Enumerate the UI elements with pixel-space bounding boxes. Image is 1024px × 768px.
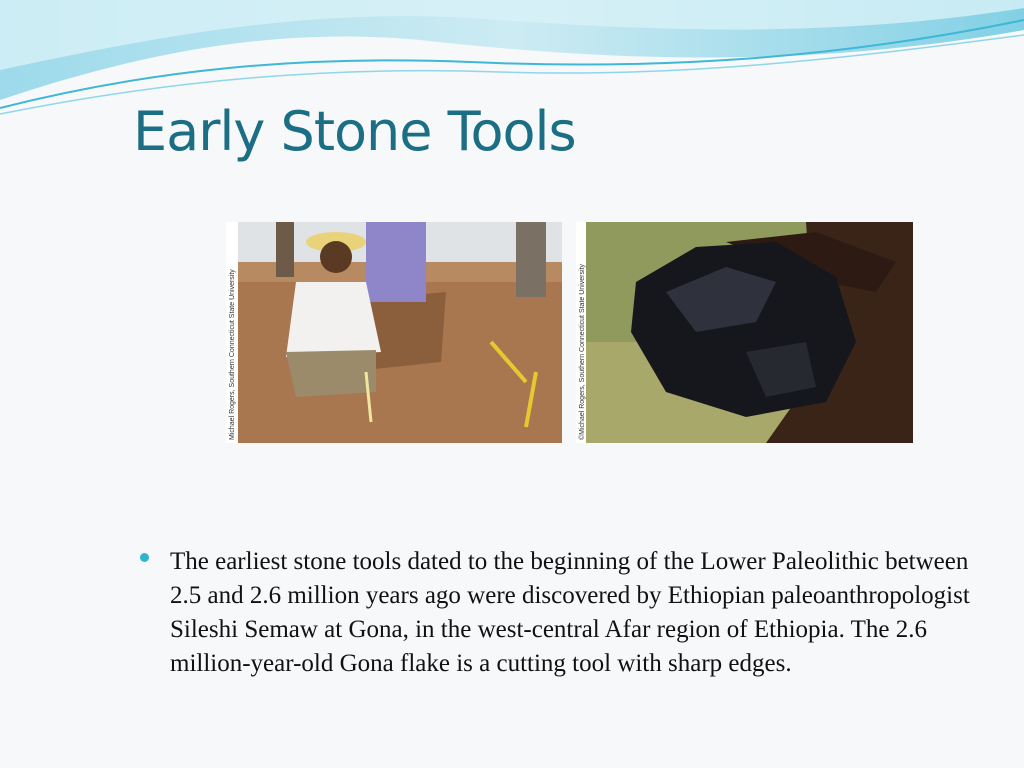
bullet-dot-icon (140, 553, 149, 562)
bullet-text: The earliest stone tools dated to the beginning of the Lower Paleolithic between 2.5 and 2.6 million years ago were discovered by Ethiopian paleoanthropologist Sileshi Semaw at Gona, in the west-central Afar region of Ethiopia. The 2.6 million-year-old Gona flake is a cutting tool with sharp edges. (170, 548, 970, 677)
photo-credit: Michael Rogers, Southern Connecticut State University (229, 269, 236, 440)
slide-title: Early Stone Tools (133, 100, 576, 163)
excavation-photo (226, 222, 562, 443)
photo-credit: ©Michael Rogers, Southern Connecticut State University (579, 264, 586, 440)
stone-tool-photo (576, 222, 913, 443)
